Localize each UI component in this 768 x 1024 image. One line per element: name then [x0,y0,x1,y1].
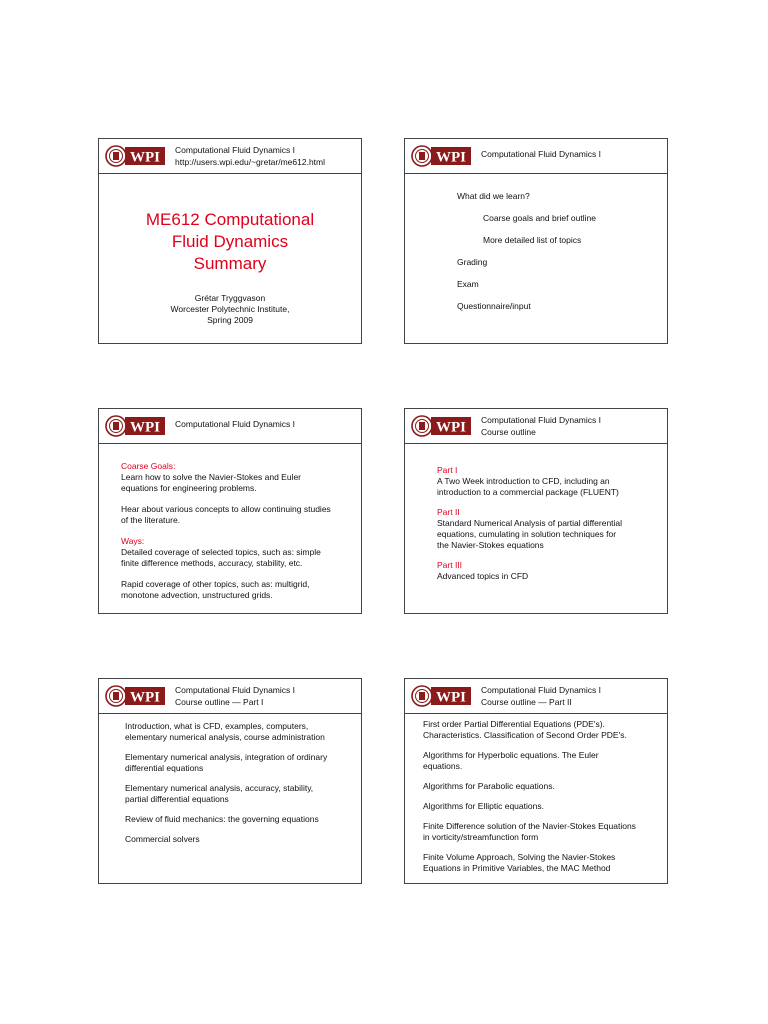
wpi-logo [411,685,473,707]
slide-part-two [404,678,668,884]
section-heading: Coarse Goals: [121,461,176,471]
wpi-logo [105,415,167,437]
list-item: Exam [457,279,479,289]
slide-header [405,139,667,173]
slide-title [98,138,362,344]
svg-text:WPI: WPI [130,689,160,706]
slide-header [99,139,361,173]
wpi-logo [105,685,167,707]
list-item: Review of fluid mechanics: the governing equations [125,814,319,824]
section-heading: Ways: [121,536,145,546]
header-title: Computational Fluid Dynamics I [175,685,295,695]
paragraph: Learn how to solve the Navier-Stokes and Euler equations for engineering problems. [121,472,302,493]
header-subtitle: Course outline — Part II [481,697,572,707]
part-label: Part I [437,465,458,475]
svg-text:WPI: WPI [130,149,160,166]
slide-header [99,409,361,443]
slide-header [405,679,667,713]
header-rule [99,173,361,174]
header-title: Computational Fluid Dynamics I [481,685,601,695]
header-rule [99,713,361,714]
part-label: Part III [437,560,463,570]
list-item: Coarse goals and brief outline [483,213,596,223]
paragraph: Detailed coverage of selected topics, such as: simple finite difference methods, accuracy, stability, etc. [121,547,321,568]
goals-body [121,461,349,611]
course-url[interactable]: http://users.wpi.edu/~gretar/me612.html [175,157,326,167]
svg-text:WPI: WPI [436,419,466,436]
list-item: Introduction, what is CFD, examples, computers, elementary numerical analysis, course administration [125,721,325,742]
header-subtitle: Course outline [481,427,536,437]
list-item: Elementary numerical analysis, integration of ordinary differential equations [125,752,328,773]
list-item: Algorithms for Elliptic equations. [423,801,544,811]
list-item: Finite Difference solution of the Navier-Stokes Equations in vorticity/streamfunction form [423,821,636,842]
author-block: Grétar Tryggvason Worcester Polytechnic Institute, Spring 2009 [170,293,290,325]
topic-list [125,721,349,855]
wpi-logo [411,145,473,167]
wpi-logo [411,415,473,437]
slide-goals [98,408,362,614]
list-item: Grading [457,257,488,267]
slide-agenda [404,138,668,344]
svg-text:WPI: WPI [130,419,160,436]
header-rule [405,443,667,444]
list-item: Commercial solvers [125,834,200,844]
paragraph: Hear about various concepts to allow continuing studies of the literature. [121,504,331,525]
header-title: Computational Fluid Dynamics I [175,419,295,429]
wpi-logo [105,145,167,167]
slide-outline [404,408,668,614]
paragraph: Advanced topics in CFD [437,571,529,581]
part-label: Part II [437,507,460,517]
header-rule [405,713,667,714]
paragraph: A Two Week introduction to CFD, including an introduction to a commercial package (FLUENT) [437,476,619,497]
header-subtitle: Course outline — Part I [175,697,264,707]
outline-body [437,465,655,592]
list-item: What did we learn? [457,191,530,201]
svg-text:WPI: WPI [436,149,466,166]
slide-header [99,679,361,713]
list-item: Finite Volume Approach, Solving the Navier-Stokes Equations in Primitive Variables, the MAC Method [423,852,616,873]
header-title: Computational Fluid Dynamics I [481,149,601,159]
list-item: First order Partial Differential Equations (PDE's). Characteristics. Classification of Second Order PDE's. [423,719,627,740]
list-item: Algorithms for Parabolic equations. [423,781,555,791]
paragraph: Rapid coverage of other topics, such as: multigrid, monotone advection, unstructured grids. [121,579,310,600]
list-item: Algorithms for Hyperbolic equations. The Euler equations. [423,750,599,771]
header-title: Computational Fluid Dynamics I [481,415,601,425]
slide-part-one [98,678,362,884]
svg-text:WPI: WPI [436,689,466,706]
list-item: More detailed list of topics [483,235,582,245]
list-item: Questionnaire/input [457,301,531,311]
topic-list [423,719,661,884]
presentation-title: ME612 Computational Fluid Dynamics Summary [145,210,315,273]
paragraph: Standard Numerical Analysis of partial differential equations, cumulating in solution techniques for the Navier-Stokes equations [437,518,623,550]
list-item: Elementary numerical analysis, accuracy, stability, partial differential equations [125,783,314,804]
slide-header [405,409,667,443]
header-title: Computational Fluid Dynamics I [175,145,295,155]
header-rule [405,173,667,174]
header-rule [99,443,361,444]
